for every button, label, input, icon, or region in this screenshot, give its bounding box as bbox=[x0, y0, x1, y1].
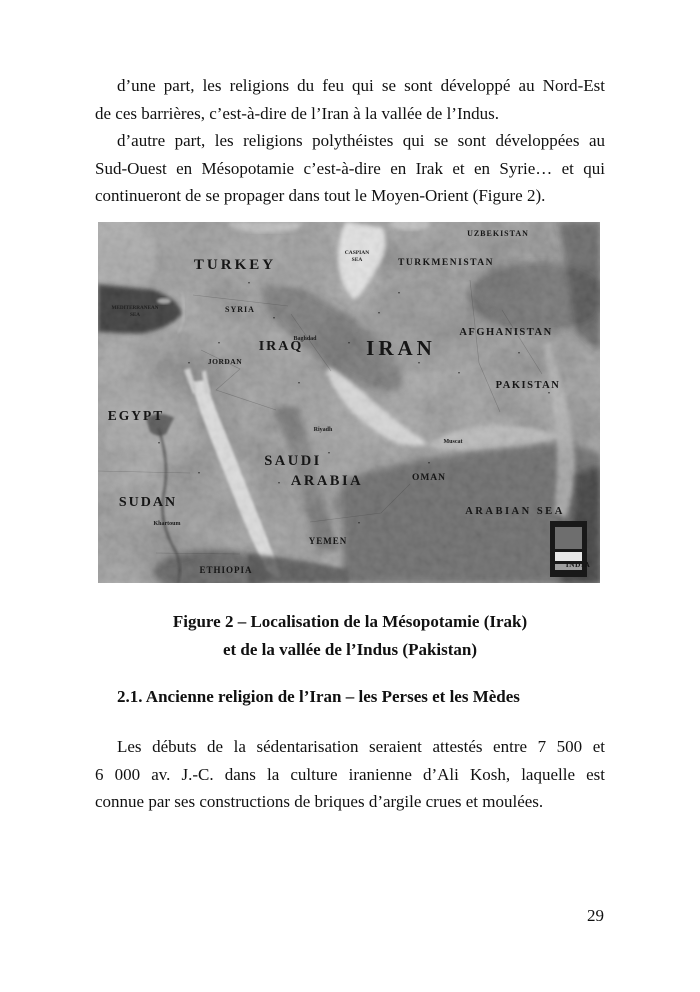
intro-paragraphs bbox=[95, 72, 605, 210]
paragraph-line: de ces barrières, c’est-à-dire de l’Iran à la vallée de l’Indus. bbox=[95, 103, 499, 123]
paragraph-religions-du-feu bbox=[95, 72, 605, 127]
figure-2-map bbox=[98, 222, 600, 583]
map-label-egypt: EGYPT bbox=[107, 408, 165, 423]
map-label-yemen: YEMEN bbox=[308, 536, 348, 546]
paragraph-line: Les débuts de la sédentarisation seraient attestés entre 7 500 et bbox=[117, 737, 605, 756]
sedentarisation-paragraph bbox=[95, 733, 605, 816]
paragraph-line: 6 000 av. J.-C. dans la culture iranienne d’Ali Kosh, laquelle est bbox=[95, 764, 605, 784]
map-label-khartoum: Khartoum bbox=[153, 521, 181, 527]
figure-caption-line2: et de la vallée de l’Indus (Pakistan) bbox=[222, 640, 478, 659]
paragraph-sedentarisation bbox=[95, 733, 605, 816]
map-label-pakistan: PAKISTAN bbox=[495, 380, 561, 391]
map-label-turkmenistan: TURKMENISTAN bbox=[398, 258, 494, 268]
paragraph-religions-polytheistes bbox=[95, 127, 605, 210]
map-label-uzbekistan: UZBEKISTAN bbox=[467, 229, 529, 238]
map-label-iraq: IRAQ bbox=[258, 339, 304, 354]
figure-caption-line1: Figure 2 – Localisation de la Mésopotamie (Irak) bbox=[172, 612, 528, 631]
paragraph-line: Sud-Ouest en Mésopotamie c’est-à-dire en Irak et en Syrie… et qui bbox=[95, 158, 605, 178]
paragraph-line: d’une part, les religions du feu qui se sont développé au Nord-Est bbox=[117, 76, 605, 95]
section-heading-2-1: 2.1. Ancienne religion de l’Iran – les Perses et les Mèdes bbox=[117, 687, 520, 706]
map-label-mediterranean-sea-line1: MEDITERRANEAN bbox=[111, 305, 159, 311]
map-label-syria: SYRIA bbox=[225, 305, 255, 314]
map-label-jordan: JORDAN bbox=[207, 357, 243, 366]
map-grain-texture bbox=[98, 222, 600, 583]
map-label-saudi: SAUDI bbox=[264, 453, 322, 469]
map-label-muscat: Muscat bbox=[443, 439, 463, 445]
map-label-caspian-sea-line1: CASPIAN bbox=[344, 250, 370, 256]
map-label-ethiopia: ETHIOPIA bbox=[199, 565, 253, 575]
map-label-oman: OMAN bbox=[411, 473, 447, 483]
map-label-riyadh: Riyadh bbox=[313, 427, 333, 433]
map-label-turkey: TURKEY bbox=[193, 257, 277, 273]
map-label-arabian-sea: ARABIAN SEA bbox=[465, 506, 565, 517]
middle-east-map-image bbox=[98, 222, 600, 583]
paragraph-line: connue par ses constructions de briques d’argile crues et moulées. bbox=[95, 792, 544, 811]
paragraph-line: continueront de se propager dans tout le Moyen-Orient (Figure 2). bbox=[95, 186, 546, 205]
map-label-sudan: SUDAN bbox=[118, 495, 178, 510]
map-label-baghdad: Baghdad bbox=[293, 336, 317, 342]
page-number: 29 bbox=[587, 906, 604, 925]
map-label-iran: IRAN bbox=[366, 336, 436, 360]
map-label-mediterranean-sea-line2: SEA bbox=[129, 312, 141, 318]
paragraph-line: d’autre part, les religions polythéistes qui se sont développées au bbox=[117, 131, 605, 150]
map-label-india: INDIA bbox=[565, 560, 591, 569]
map-label-caspian-sea-line2: SEA bbox=[351, 257, 363, 263]
map-label-arabia: ARABIA bbox=[290, 473, 364, 489]
map-label-afghanistan: AFGHANISTAN bbox=[459, 327, 553, 338]
figure-caption bbox=[0, 608, 700, 664]
